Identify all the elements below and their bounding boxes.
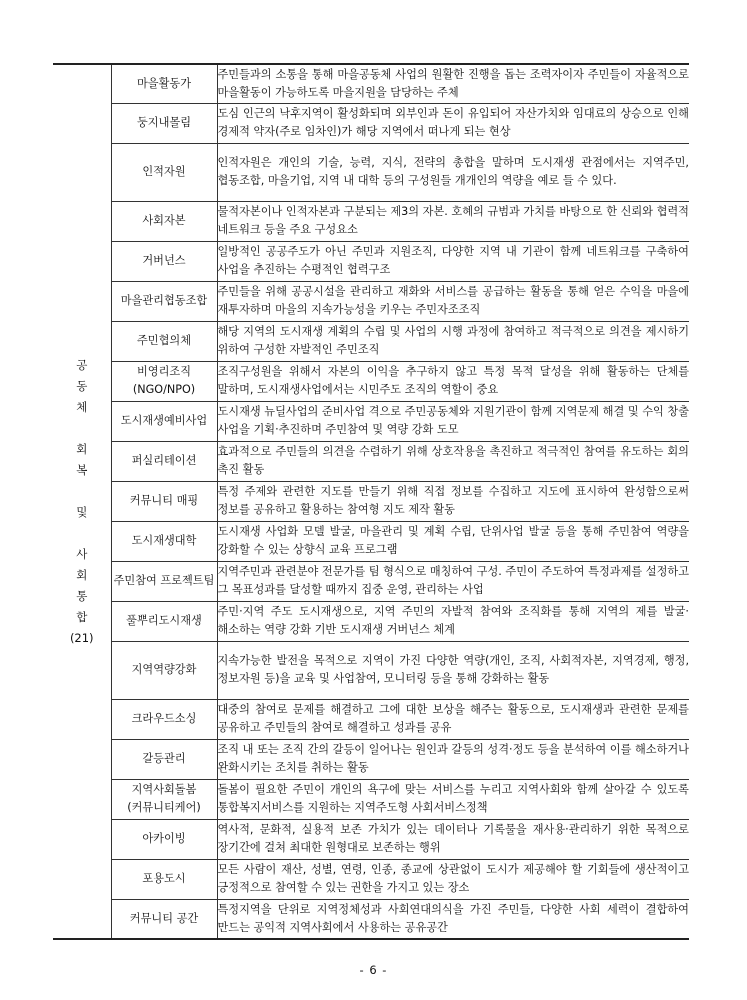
table-row bbox=[53, 601, 689, 641]
table-row bbox=[53, 739, 689, 779]
term-cell: 크라우드소싱 bbox=[111, 699, 217, 739]
term-cell: 비영리조직 (NGO/NPO) bbox=[111, 361, 217, 401]
category-count: (21) bbox=[69, 630, 94, 645]
table-row bbox=[53, 281, 689, 321]
definition-cell: 주민들과의 소통을 통해 마을공동체 사업의 원활한 진행을 돕는 조력자이자 주민들이 자율적으로 마을활동이 가능하도록 마을지원을 담당하는 주체 bbox=[217, 64, 689, 103]
definition-cell: 인적자원은 개인의 기술, 능력, 지식, 전략의 총합을 말하며 도시재생 관점에서는 지역주민, 협동조합, 마을기업, 지역 내 대학 등의 구성원들 개개인의 역량을 예로 들 수 있다. bbox=[217, 143, 689, 201]
definition-cell: 주민들을 위해 공공시설을 관리하고 재화와 서비스를 공급하는 활동을 통해 얻은 수익을 마을에 재투자하며 마을의 지속가능성을 키우는 주민자조조직 bbox=[217, 281, 689, 321]
term-cell: 도시재생예비사업 bbox=[111, 401, 217, 441]
definition-cell: 조직구성원을 위해서 자본의 이익을 추구하지 않고 특정 목적 달성을 위해 활동하는 단체를 말하며, 도시재생사업에서는 시민주도 조직의 역할이 중요 bbox=[217, 361, 689, 401]
term-cell: 퍼실리테이션 bbox=[111, 441, 217, 481]
definition-cell: 해당 지역의 도시재생 계획의 수립 및 사업의 시행 과정에 참여하고 적극적으로 의견을 제시하기 위하여 구성한 자발적인 주민조직 bbox=[217, 321, 689, 361]
glossary-body bbox=[53, 64, 689, 939]
table-row bbox=[53, 64, 689, 103]
definition-cell: 효과적으로 주민들의 의견을 수렴하기 위해 상호작용을 촉진하고 적극적인 참여를 유도하는 회의 촉진 활동 bbox=[217, 441, 689, 481]
category-char: 사 bbox=[76, 546, 88, 561]
glossary-table bbox=[53, 63, 689, 940]
table-row bbox=[53, 103, 689, 143]
category-char: 통 bbox=[76, 588, 88, 603]
category-char: 회 bbox=[76, 567, 88, 582]
category-char: 체 bbox=[76, 399, 88, 414]
table-row bbox=[53, 859, 689, 899]
definition-cell: 지역주민과 관련분야 전문가를 팀 형식으로 매칭하여 구성. 주민이 주도하여 특정과제를 설정하고 그 목표성과를 달성할 때까지 집중 운영, 관리하는 사업 bbox=[217, 561, 689, 601]
table-row bbox=[53, 201, 689, 241]
definition-cell: 지속가능한 발전을 목적으로 지역이 가진 다양한 역량(개인, 조직, 사회적자본, 지역경제, 행정, 정보자원 등)을 교육 및 사업참여, 모니터링 등을 통해 강화하는 활동 bbox=[217, 641, 689, 699]
definition-cell: 특정지역을 단위로 지역정체성과 사회연대의식을 가진 주민들, 다양한 사회 세력이 결합하여 만드는 공익적 지역사회에서 사용하는 공유공간 bbox=[217, 899, 689, 939]
term-cell: 커뮤니티 매핑 bbox=[111, 481, 217, 521]
table-row bbox=[53, 819, 689, 859]
term-cell: 거버넌스 bbox=[111, 241, 217, 281]
term-cell: 지역역량강화 bbox=[111, 641, 217, 699]
term-cell: 포용도시 bbox=[111, 859, 217, 899]
term-cell: 커뮤니티 공간 bbox=[111, 899, 217, 939]
category-label bbox=[67, 355, 97, 649]
term-cell: 지역사회돌봄 (커뮤니티케어) bbox=[111, 779, 217, 819]
table-row bbox=[53, 321, 689, 361]
definition-cell: 특정 주제와 관련한 지도를 만들기 위해 직접 정보를 수집하고 지도에 표시하여 완성함으로써 정보를 공유하고 활용하는 참여형 지도 제작 활동 bbox=[217, 481, 689, 521]
table-row bbox=[53, 441, 689, 481]
definition-cell: 주민·지역 주도 도시재생으로, 지역 주민의 자발적 참여와 조직화를 통해 지역의 제를 발굴·해소하는 역량 강화 기반 도시재생 거버넌스 체계 bbox=[217, 601, 689, 641]
table-row bbox=[53, 401, 689, 441]
table-row bbox=[53, 899, 689, 939]
table-row bbox=[53, 361, 689, 401]
term-cell: 사회자본 bbox=[111, 201, 217, 241]
term-cell: 갈등관리 bbox=[111, 739, 217, 779]
category-char: 동 bbox=[76, 378, 88, 393]
category-cell bbox=[53, 64, 111, 939]
definition-cell: 모든 사람이 재산, 성별, 연령, 인종, 종교에 상관없이 도시가 제공해야 할 기회들에 생산적이고 긍정적으로 참여할 수 있는 권한을 가지고 있는 장소 bbox=[217, 859, 689, 899]
term-cell: 풀뿌리도시재생 bbox=[111, 601, 217, 641]
table-row bbox=[53, 521, 689, 561]
definition-cell: 대중의 참여로 문제를 해결하고 그에 대한 보상을 해주는 활동으로, 도시재생과 관련한 문제를 공유하고 주민들의 참여로 해결하고 성과를 공유 bbox=[217, 699, 689, 739]
definition-cell: 도심 인근의 낙후지역이 활성화되며 외부인과 돈이 유입되어 자산가치와 임대료의 상승으로 인해 경제적 약자(주로 임차인)가 해당 지역에서 떠나게 되는 현상 bbox=[217, 103, 689, 143]
table-row bbox=[53, 241, 689, 281]
category-gap bbox=[67, 418, 97, 439]
category-char: 공 bbox=[76, 357, 88, 372]
definition-cell: 도시재생 사업화 모델 발굴, 마을관리 및 계획 수립, 단위사업 발굴 등을 통해 주민참여 역량을 강화할 수 있는 상향식 교육 프로그램 bbox=[217, 521, 689, 561]
term-cell: 도시재생대학 bbox=[111, 521, 217, 561]
category-gap bbox=[67, 481, 97, 502]
term-cell: 마을활동가 bbox=[111, 64, 217, 103]
table-row bbox=[53, 481, 689, 521]
table-row bbox=[53, 143, 689, 201]
term-cell: 인적자원 bbox=[111, 143, 217, 201]
definition-cell: 역사적, 문화적, 실용적 보존 가치가 있는 데이터나 기록물을 재사용·관리하기 위한 목적으로 장기간에 걸쳐 최대한 원형대로 보존하는 행위 bbox=[217, 819, 689, 859]
table-row bbox=[53, 641, 689, 699]
category-char: 합 bbox=[76, 609, 88, 624]
definition-cell: 일방적인 공공주도가 아닌 주민과 지원조직, 다양한 지역 내 기관이 함께 네트워크를 구축하여 사업을 추진하는 수평적인 협력구조 bbox=[217, 241, 689, 281]
category-char: 및 bbox=[76, 504, 88, 519]
page-number: - 6 - bbox=[359, 963, 388, 977]
term-cell: 마을관리협동조합 bbox=[111, 281, 217, 321]
category-char: 회 bbox=[76, 441, 88, 456]
category-char: 복 bbox=[76, 462, 88, 477]
term-cell: 아카이빙 bbox=[111, 819, 217, 859]
table-row bbox=[53, 699, 689, 739]
term-cell: 둥지내몰림 bbox=[111, 103, 217, 143]
category-gap bbox=[67, 523, 97, 544]
definition-cell: 도시재생 뉴딜사업의 준비사업 격으로 주민공동체와 지원기관이 함께 지역문제 해결 및 수익 창출 사업을 기획·추진하며 주민참여 및 역량 강화 도모 bbox=[217, 401, 689, 441]
definition-cell: 물적자본이나 인적자본과 구분되는 제3의 자본. 호혜의 규범과 가치를 바탕으로 한 신뢰와 협력적 네트워크 등을 주요 구성요소 bbox=[217, 201, 689, 241]
definition-cell: 조직 내 또는 조직 간의 갈등이 일어나는 원인과 갈등의 성격·정도 등을 분석하여 이를 해소하거나 완화시키는 조치를 취하는 활동 bbox=[217, 739, 689, 779]
term-cell: 주민협의체 bbox=[111, 321, 217, 361]
table-row bbox=[53, 779, 689, 819]
table-row bbox=[53, 561, 689, 601]
term-cell: 주민참여 프로젝트팀 bbox=[111, 561, 217, 601]
definition-cell: 돌봄이 필요한 주민이 개인의 욕구에 맞는 서비스를 누리고 지역사회와 함께 살아갈 수 있도록 통합복지서비스를 지원하는 지역주도형 사회서비스정책 bbox=[217, 779, 689, 819]
